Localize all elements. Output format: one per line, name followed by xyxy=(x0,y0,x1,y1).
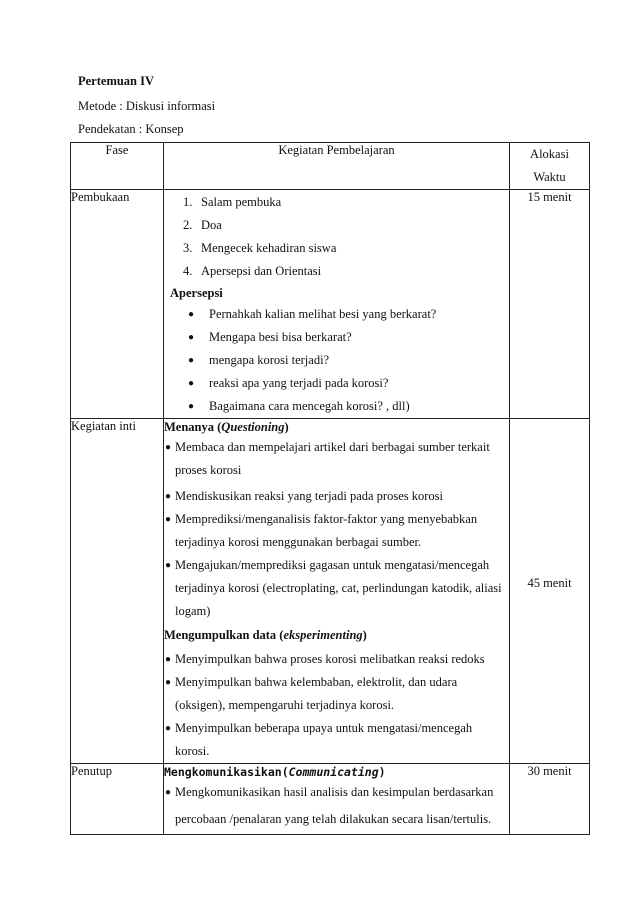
table-row-penutup xyxy=(71,764,590,835)
waktu-pembukaan: 15 menit xyxy=(510,190,590,419)
bullet-icon: ● xyxy=(188,378,195,389)
table-row-pembukaan xyxy=(71,190,590,419)
list-item: 2. Doa xyxy=(183,218,222,232)
waktu-inti: 45 menit xyxy=(510,419,590,764)
list-item: ● Mengajukan/memprediksi gagasan untuk mengatasi/mencegah terjadinya korosi (electroplating, cat, perlindungan katodik, aliasi logam) xyxy=(164,554,509,623)
method-line: Metode : Diskusi informasi xyxy=(78,99,216,113)
lesson-plan-table xyxy=(70,142,590,835)
list-item: 4. Apersepsi dan Orientasi xyxy=(183,264,322,278)
experimenting-title: Mengumpulkan data (eksperimenting) xyxy=(164,628,367,642)
bullet-icon: ● xyxy=(165,491,172,502)
list-item: ● Bagaimana cara mencegah korosi? , dll) xyxy=(164,395,509,418)
approach-line: Pendekatan : Konsep xyxy=(78,122,184,136)
fase-pembukaan: Pembukaan xyxy=(71,190,164,419)
bullet-icon: ● xyxy=(188,309,195,320)
fase-penutup: Penutup xyxy=(71,764,164,835)
penutup-line2: percobaan /penalaran yang telah dilakukan secara lisan/tertulis. xyxy=(175,812,492,826)
list-item: 3. Mengecek kehadiran siswa xyxy=(183,241,337,255)
list-item: ● Memprediksi/menganalisis faktor-faktor yang menyebabkan terjadinya korosi menggunakan berbagai sumber. xyxy=(164,508,509,554)
kegiatan-inti xyxy=(164,419,510,764)
list-item: ● Menyimpulkan beberapa upaya untuk mengatasi/mencegah korosi. xyxy=(164,717,509,763)
bullet-icon: ● xyxy=(165,514,172,525)
bullet-icon: ● xyxy=(188,332,195,343)
meeting-title: Pertemuan IV xyxy=(78,74,155,88)
apersepsi-questions xyxy=(164,303,509,418)
bullet-icon: ● xyxy=(165,787,172,798)
questioning-title: Menanya (Questioning) xyxy=(164,420,289,434)
header-kegiatan: Kegiatan Pembelajaran xyxy=(164,143,510,190)
table-header-row xyxy=(71,143,590,190)
bullet-icon: ● xyxy=(188,355,195,366)
kegiatan-pembukaan xyxy=(164,190,510,419)
list-item: ● mengapa korosi terjadi? xyxy=(164,349,509,372)
table-row-inti xyxy=(71,419,590,764)
list-item: ● Menyimpulkan bahwa kelembaban, elektrolit, dan udara (oksigen), mempengaruhi terjadinya korosi. xyxy=(164,671,509,717)
header-alokasi-line2: Waktu xyxy=(533,170,566,184)
bullet-icon: ● xyxy=(188,401,195,412)
communicating-title: Mengkomunikasikan(Communicating) xyxy=(164,765,386,779)
bullet-icon: ● xyxy=(165,723,172,734)
list-item: ● Mendiskusikan reaksi yang terjadi pada proses korosi xyxy=(164,485,509,508)
apersepsi-title: Apersepsi xyxy=(170,286,223,300)
list-item: ● Mengkomunikasikan hasil analisis dan kesimpulan berdasarkan xyxy=(164,781,509,804)
list-item: ● Mengapa besi bisa berkarat? xyxy=(164,326,509,349)
bullet-icon: ● xyxy=(165,677,172,688)
opening-steps-list xyxy=(164,191,509,283)
list-item: 1. Salam pembuka xyxy=(183,195,282,209)
header-alokasi xyxy=(510,143,590,190)
list-item: ● Pernahkah kalian melihat besi yang berkarat? xyxy=(164,303,509,326)
bullet-icon: ● xyxy=(165,560,172,571)
fase-inti: Kegiatan inti xyxy=(71,419,164,764)
header-alokasi-line1: Alokasi xyxy=(530,147,569,161)
list-item: ● Membaca dan mempelajari artikel dari berbagai sumber terkait proses korosi xyxy=(164,436,509,482)
bullet-icon: ● xyxy=(165,654,172,665)
list-item: ● reaksi apa yang terjadi pada korosi? xyxy=(164,372,509,395)
list-item: ● Menyimpulkan bahwa proses korosi melibatkan reaksi redoks xyxy=(164,648,509,671)
waktu-penutup: 30 menit xyxy=(510,764,590,835)
kegiatan-penutup xyxy=(164,764,510,835)
header-fase: Fase xyxy=(71,143,164,190)
bullet-icon: ● xyxy=(165,442,172,453)
